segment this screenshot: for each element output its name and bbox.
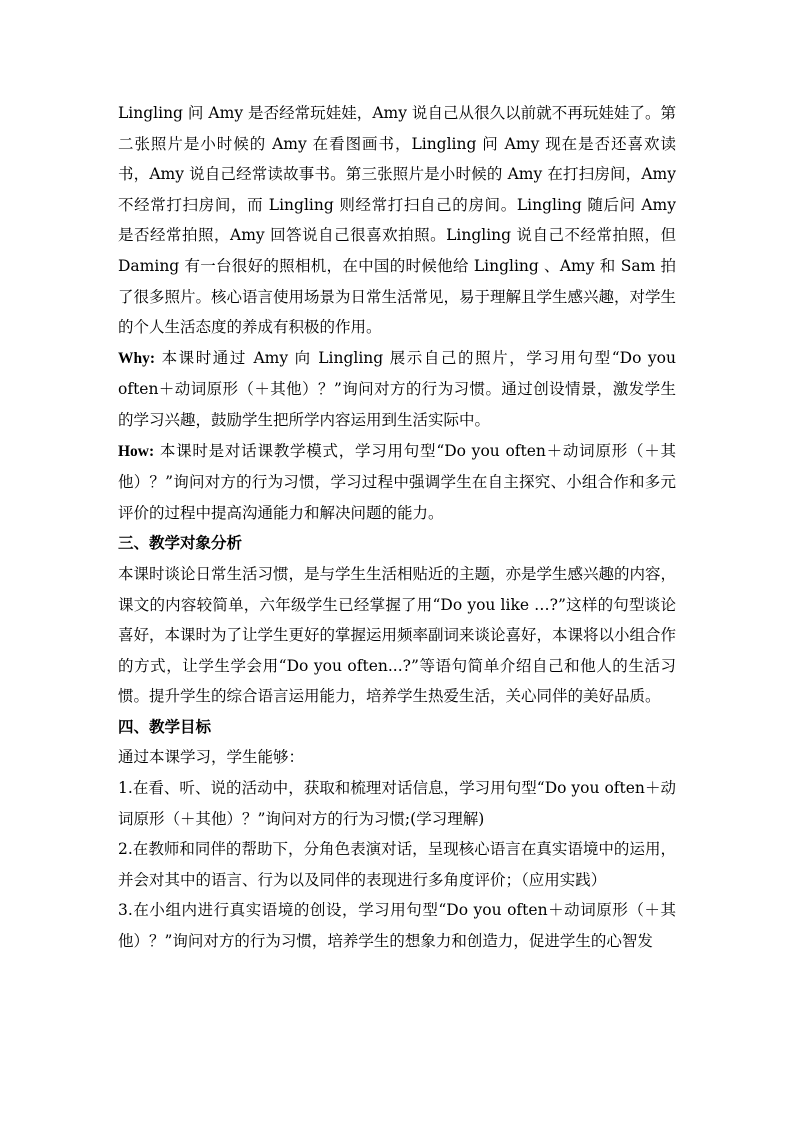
- why-text: 本课时通过 Amy 向 Lingling 展示自己的照片，学习用句型“Do you often＋动词原形（＋其他）？”询问对方的行为习惯。通过创设情景，激发学生的学习兴趣，鼓励学生把所学内容运用到生活实际中。: [118, 348, 676, 429]
- paragraph-story-summary: Lingling 问 Amy 是否经常玩娃娃，Amy 说自己从很久以前就不再玩娃娃了。第二张照片是小时候的 Amy 在看图画书，Lingling 问 Amy 现在是否还喜欢读书，Amy 说自己经常读故事书。第三张照片是小时候的 Amy 在打扫房间，Amy 不经常打扫房间，而 Lingling 则经常打扫自己的房间。Lingling 随后问 Amy 是否经常拍照，Amy 回答说自己很喜欢拍照。Lingling 说自己不经常拍照，但 Daming 有一台很好的照相机，在中国的时候他给 Lingling 、Amy 和 Sam 拍了很多照片。核心语言使用场景为日常生活常见，易于理解且学生感兴趣，对学生的个人生活态度的养成有积极的作用。: [118, 104, 677, 337]
- section-heading-objectives: 四、教学目标: [118, 716, 212, 736]
- section-heading-learner-analysis: 三、教学对象分析: [118, 533, 243, 553]
- document-page: [118, 98, 676, 957]
- paragraph-how: [118, 436, 676, 529]
- paragraph-learner-analysis: 本课时谈论日常生活习惯，是与学生生活相贴近的主题，亦是学生感兴趣的内容，课文的内容较简单，六年级学生已经掌握了用“Do you like …?”这样的句型谈论喜好，本课时为了让学生更好的掌握运用频率副词来谈论喜好，本课将以小组合作的方式，让学生学会用“Do you often...?”等语句简单介绍自己和他人的生活习惯。提升学生的综合语言运用能力，培养学生热爱生活，关心同伴的美好品质。: [118, 564, 677, 706]
- paragraph-why: [118, 343, 676, 436]
- paragraph-objectives-intro: 通过本课学习，学生能够：: [118, 748, 305, 767]
- objective-item-1: 1.在看、听、说的活动中，获取和梳理对话信息，学习用句型“Do you often＋动词原形（＋其他）？”询问对方的行为习惯;(学习理解): [118, 779, 676, 828]
- how-text: 本课时是对话课教学模式，学习用句型“Do you often＋动词原形（＋其他）？”询问对方的行为习惯，学习过程中强调学生在自主探究、小组合作和多元评价的过程中提高沟通能力和解决问题的能力。: [118, 441, 676, 522]
- objective-item-2: 2.在教师和同伴的帮助下，分角色表演对话，呈现核心语言在真实语境中的运用，并会对其中的语言、行为以及同伴的表现进行多角度评价；（应用实践）: [118, 840, 676, 889]
- why-label: Why:: [118, 349, 156, 367]
- how-label: How:: [118, 442, 155, 460]
- objective-item-3: 3.在小组内进行真实语境的创设，学习用句型“Do you often＋动词原形（＋其他）？”询问对方的行为习惯，培养学生的想象力和创造力，促进学生的心智发: [118, 901, 676, 951]
